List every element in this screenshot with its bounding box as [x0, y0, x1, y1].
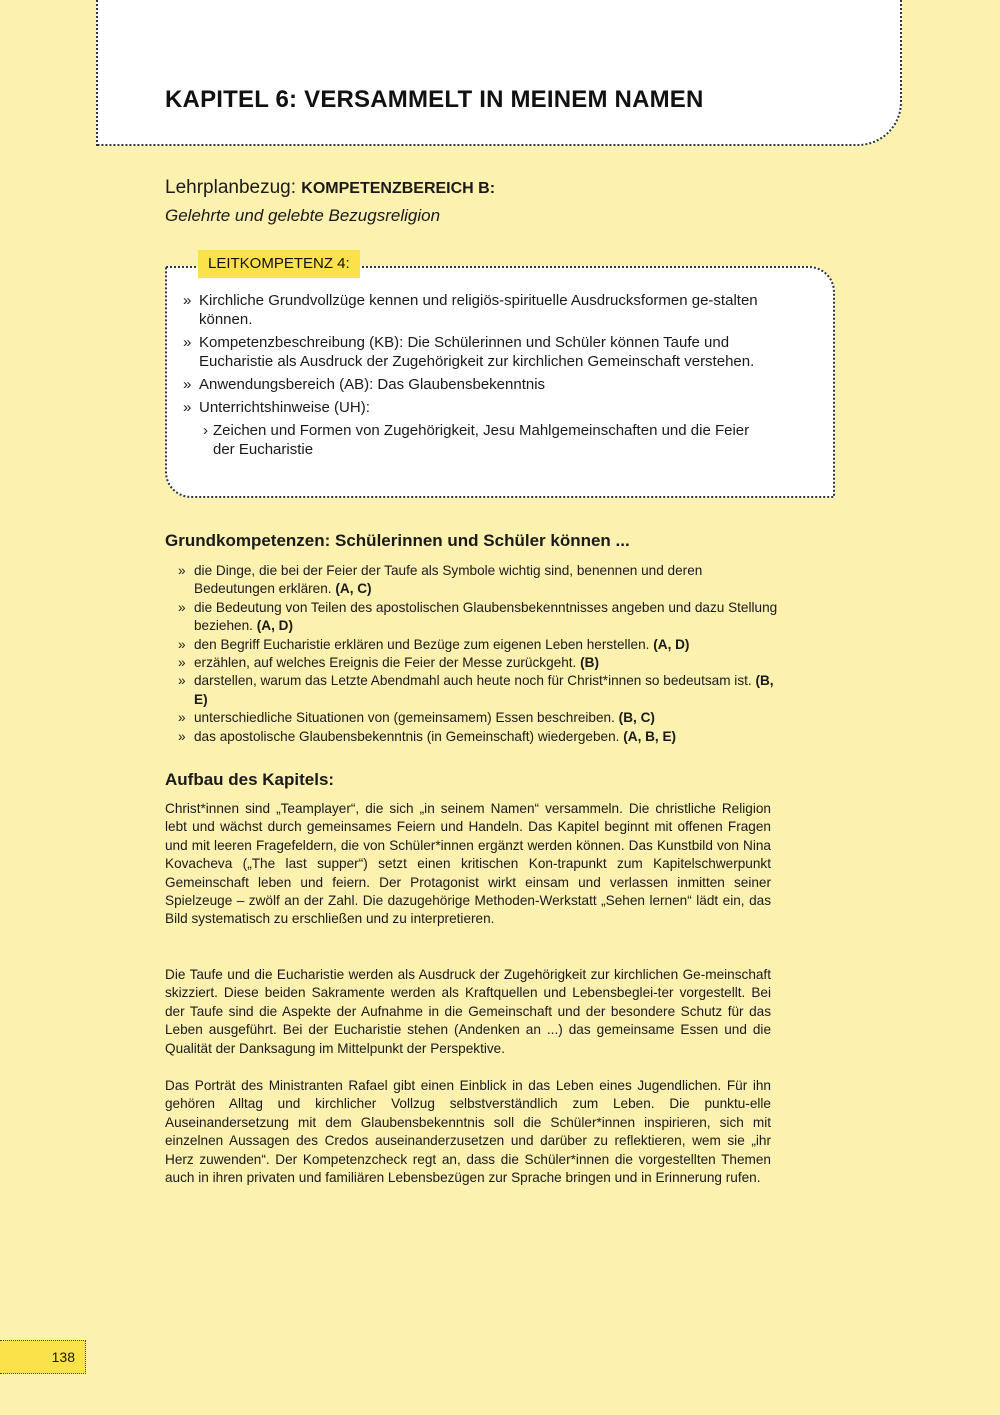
- competence-codes: (A, B, E): [623, 728, 677, 744]
- bullet-marker: »: [183, 399, 192, 416]
- lehrplan-heading: [165, 177, 495, 199]
- competence-codes: (B): [580, 655, 599, 671]
- page-number: 138: [0, 1340, 86, 1374]
- list-item: » Kirchliche Grundvollzüge kennen und religiös-spirituelle Ausdrucksformen ge-stalten können.: [183, 292, 758, 328]
- list-item: » erzählen, auf welches Ereignis die Feier der Messe zurückgeht. (B): [178, 654, 778, 672]
- grundkompetenzen-heading: Grundkompetenzen: Schülerinnen und Schüler können ...: [165, 531, 630, 550]
- bullet-marker: »: [183, 376, 192, 393]
- sub-list-item: › Zeichen und Formen von Zugehörigkeit, Jesu Mahlgemeinschaften und die Feier der Eucharistie: [203, 422, 750, 458]
- sub-bullet-marker: ›: [203, 422, 208, 439]
- list-item: » darstellen, warum das Letzte Abendmahl auch heute noch für Christ*innen so bedeutsam ist. (B, E): [178, 673, 774, 707]
- bullet-marker: »: [178, 710, 186, 726]
- leitkompetenz-tag: LEITKOMPETENZ 4:: [198, 250, 360, 278]
- list-item: » unterschiedliche Situationen von (gemeinsamem) Essen beschreiben. (B, C): [178, 709, 778, 727]
- competence-codes: (B, C): [618, 710, 655, 726]
- bullet-marker: »: [178, 673, 186, 689]
- aufbau-paragraph: Die Taufe und die Eucharistie werden als Ausdruck der Zugehörigkeit zur kirchlichen Ge-meinschaft skizziert. Diese beiden Sakramente werden als Kraftquellen und Lebensbeglei-ter vorgestellt. Bei der Taufe sind die Aspekte der Aufnahme in die Gemeinschaft und der besondere Schutz für das Leben ausgeführt. Bei der Eucharistie stehen (Andenken an ...) das gemeinsame Essen und die Qualität der Danksagung im Mittelpunkt der Perspektive.: [165, 967, 771, 1056]
- bullet-marker: »: [183, 292, 192, 309]
- list-item: » Unterrichtshinweise (UH):: [183, 399, 370, 416]
- list-item: » das apostolische Glaubensbekenntnis (in Gemeinschaft) wiedergeben. (A, B, E): [178, 728, 778, 746]
- list-item: » den Begriff Eucharistie erklären und Bezüge zum eigenen Leben herstellen. (A, D): [178, 636, 778, 654]
- lehrplan-prefix: Lehrplanbezug:: [165, 177, 302, 198]
- list-item: » die Dinge, die bei der Feier der Taufe als Symbole wichtig sind, benennen und deren Bedeutungen erklären. (A, C): [178, 563, 703, 597]
- competence-codes: (A, C): [335, 581, 372, 597]
- bullet-marker: »: [178, 599, 186, 615]
- list-item: » die Bedeutung von Teilen des apostolischen Glaubensbekenntnisses angeben und dazu Stellung beziehen. (A, D): [178, 599, 778, 634]
- competence-codes: (A, D): [653, 636, 690, 652]
- chapter-header-box: [96, 0, 902, 146]
- aufbau-paragraph: Das Porträt des Ministranten Rafael gibt einen Einblick in das Leben eines Jugendlichen. Für ihn gehören Alltag und kirchlicher Vollzug selbstverständlich zum Leben. Die punktu-elle Auseinandersetzung mit dem Glaubensbekenntnis soll die Schüler*innen inspirieren, sich mit einzelnen Aussagen des Credos auseinanderzusetzen und darüber zu reflektieren, wem sie „ihr Herz zuwenden“. Der Kompetenzcheck regt an, dass die Schüler*innen die vorgestellten Themen auch in ihren privaten und familiären Lebensbezügen zur Sprache bringen und in Erinnerung rufen.: [165, 1078, 771, 1186]
- kompetenzbereich-label: KOMPETENZBEREICH B:: [301, 180, 496, 197]
- list-item: » Kompetenzbeschreibung (KB): Die Schülerinnen und Schüler können Taufe und Eucharistie als Ausdruck der Zugehörigkeit zur kirchlichen Gemeinschaft verstehen.: [183, 334, 755, 370]
- bullet-marker: »: [178, 655, 186, 671]
- bullet-marker: »: [178, 728, 186, 744]
- lehrplan-subtitle: Gelehrte und gelebte Bezugsreligion: [165, 206, 441, 225]
- aufbau-heading: Aufbau des Kapitels:: [165, 770, 335, 789]
- competence-codes: (A, D): [256, 618, 293, 634]
- chapter-title: KAPITEL 6: VERSAMMELT IN MEINEM NAMEN: [165, 86, 704, 113]
- bullet-marker: »: [178, 636, 186, 652]
- bullet-marker: »: [183, 334, 192, 351]
- bullet-marker: »: [178, 563, 186, 578]
- grundkompetenzen-list: [178, 562, 778, 746]
- aufbau-paragraph: Christ*innen sind „Teamplayer“, die sich „in seinem Namen“ versammeln. Die christliche Religion lebt und wächst durch gemeinsames Feiern und Handeln. Das Kapitel beginnt mit offenen Fragen und mit leeren Fragefeldern, die von Schüler*innen ergänzt werden können. Das Kunstbild von Nina Kovacheva („The last supper“) setzt einen kritischen Kon-trapunkt zum Kapitelschwerpunkt Gemeinschaft leben und feiern. Der Protagonist wirkt einsam und verlassen inmitten seiner Spielzeuge – zwölf an der Zahl. Die dazugehörige Methoden-Werkstatt „Sehen lernen“ lädt ein, das Bild systematisch zu erschließen und zu interpretieren.: [165, 801, 771, 927]
- competence-codes: (B, E): [194, 673, 774, 707]
- leitkompetenz-list: [183, 291, 773, 463]
- list-item: » Anwendungsbereich (AB): Das Glaubensbekenntnis: [183, 376, 546, 393]
